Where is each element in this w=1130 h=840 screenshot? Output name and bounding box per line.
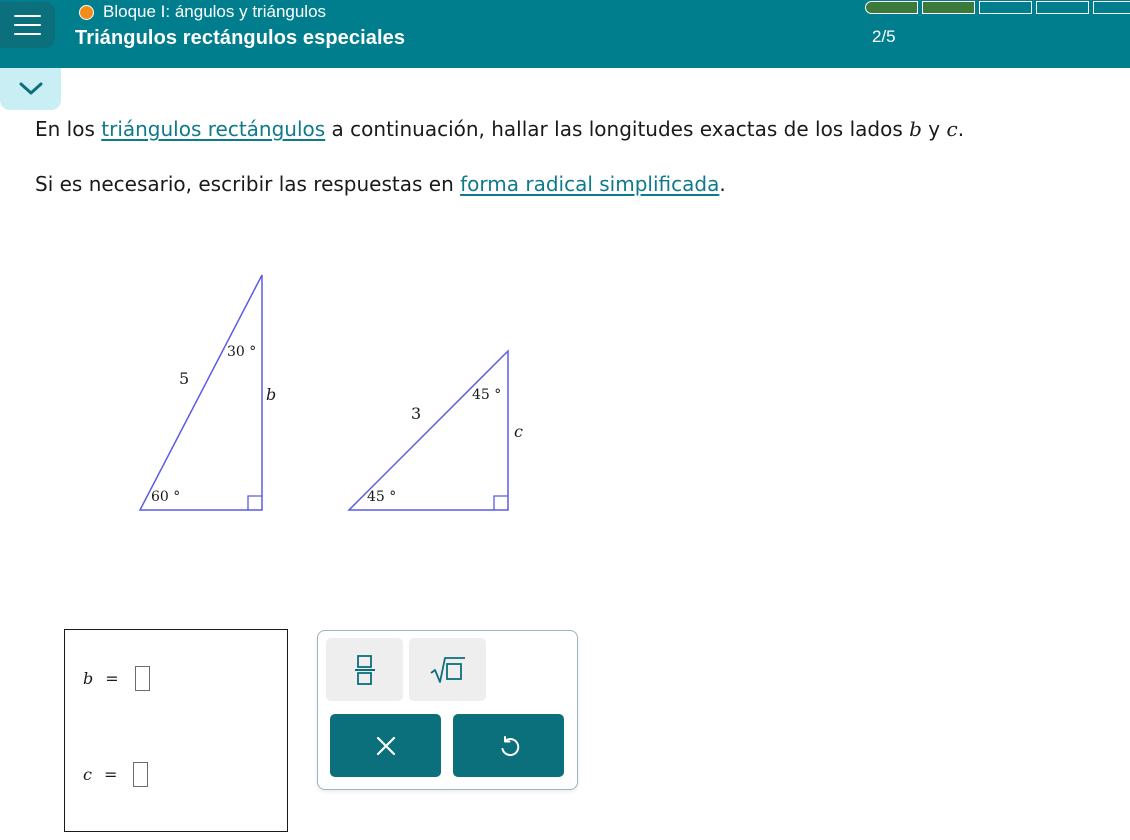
progress-count: 2/5 — [872, 27, 896, 46]
topic-text: Bloque I: ángulos y triángulos — [103, 2, 327, 21]
link-simplified-radical[interactable]: forma radical simplificada — [460, 172, 720, 196]
progress-segment — [922, 1, 975, 14]
hamburger-icon — [14, 15, 41, 17]
progress-segment — [1036, 1, 1089, 14]
collapse-button[interactable] — [0, 68, 61, 110]
triangle1-side-label: b — [266, 385, 277, 404]
fraction-icon — [354, 654, 376, 686]
fraction-button[interactable] — [326, 638, 403, 701]
triangle1-bottom-angle: 60 ° — [151, 489, 181, 505]
answer-b-label: b — [83, 669, 94, 688]
triangle-30-60-90 — [140, 275, 276, 510]
instruction-text-2: Si es necesario, escribir las respuestas en forma radical simplificada. — [35, 172, 726, 196]
close-icon — [376, 736, 396, 756]
lesson-title: Triángulos rectángulos especiales — [75, 27, 406, 49]
triangle1-hyp-label: 5 — [179, 369, 190, 388]
triangle2-bottom-angle: 45 ° — [367, 489, 397, 505]
triangle2-hyp-label: 3 — [411, 404, 422, 423]
var-c: c — [946, 117, 958, 141]
progress-segment — [865, 1, 918, 14]
undo-icon — [498, 735, 520, 757]
triangle-45-45-90 — [349, 351, 523, 510]
answer-b-input[interactable] — [135, 666, 150, 691]
top-bar — [0, 0, 1130, 68]
menu-button[interactable] — [0, 2, 55, 48]
var-b: b — [909, 117, 922, 141]
progress-segment — [979, 1, 1032, 14]
link-right-triangles[interactable]: triángulos rectángulos — [101, 117, 326, 141]
square-root-icon — [429, 655, 467, 685]
progress-bar — [865, 1, 1130, 14]
answer-c-label: c — [83, 765, 92, 784]
chevron-down-icon — [19, 82, 43, 96]
square-root-button[interactable] — [409, 638, 486, 701]
progress-segment — [1093, 1, 1130, 14]
triangle2-top-angle: 45 ° — [472, 387, 502, 403]
math-keypad — [317, 630, 578, 790]
topic-label — [79, 1, 326, 23]
status-dot-icon — [79, 5, 94, 20]
answer-row-c: c = — [83, 762, 148, 787]
answer-c-input[interactable] — [133, 762, 148, 787]
instruction-text: En los triángulos rectángulos a continuación, hallar las longitudes exactas de los lados b y c. — [35, 117, 965, 141]
answer-row-b: b = — [83, 666, 150, 691]
triangle1-top-angle: 30 ° — [227, 344, 257, 360]
answer-box — [64, 629, 288, 832]
triangle2-side-label: c — [514, 422, 523, 441]
undo-button[interactable] — [453, 714, 564, 777]
clear-button[interactable] — [330, 714, 441, 777]
